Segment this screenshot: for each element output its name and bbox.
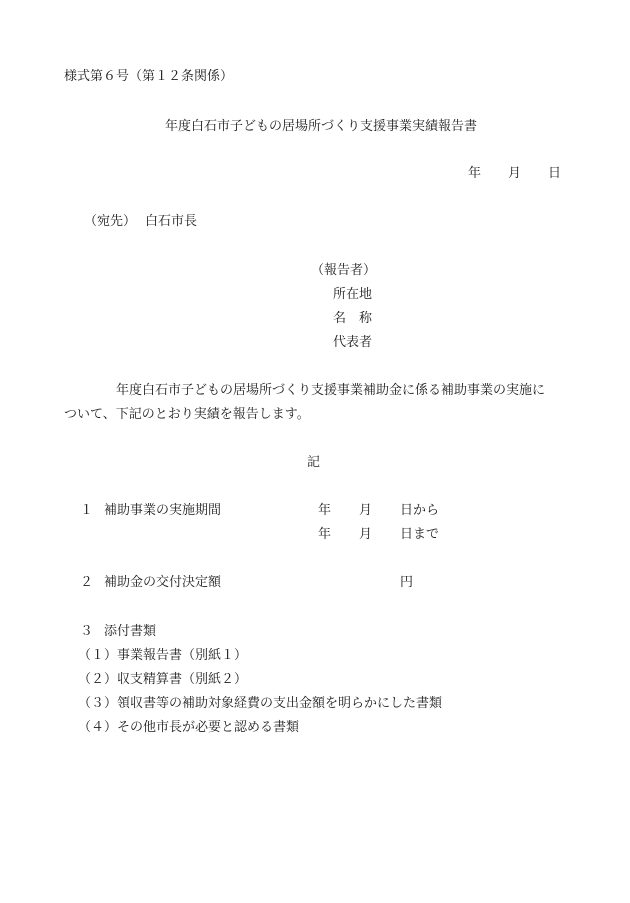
ki-heading: 記: [307, 455, 321, 470]
reporter-name-char-2: 称: [359, 311, 373, 326]
item-attachments-number: ３: [80, 624, 94, 639]
document-title: 年度白石市子どもの居場所づくり支援事業実績報告書: [165, 119, 478, 134]
attachment-item: （３）領収書等の補助対象経費の支出金額を明らかにした書類: [78, 696, 443, 711]
reporter-name-char-1: 名: [333, 311, 347, 326]
addressee-name: 白石市長: [145, 214, 198, 229]
attachment-item: （２）収支精算書（別紙２）: [78, 672, 248, 687]
reporter-address-label: 所在地: [333, 287, 373, 302]
attachment-item: （１）事業報告書（別紙１）: [78, 648, 248, 663]
body-text-line-2: ついて、下記のとおり実績を報告します。: [64, 407, 310, 422]
reporter-label: （報告者）: [311, 263, 377, 278]
period-from-day: 日から: [400, 503, 440, 518]
period-to-year: 年: [318, 527, 332, 542]
form-number: 様式第６号（第１２条関係）: [64, 69, 234, 84]
addressee-label: （宛先）: [84, 214, 137, 229]
item-period-number: １: [80, 503, 94, 518]
attachment-item: （４）その他市長が必要と認める書類: [78, 720, 300, 735]
item-period-label: 補助事業の実施期間: [104, 503, 222, 518]
date-day: 日: [548, 166, 562, 181]
item-attachments-label: 添付書類: [104, 624, 157, 639]
item-amount-label: 補助金の交付決定額: [104, 575, 222, 590]
reporter-representative-label: 代表者: [333, 335, 373, 350]
body-text-line-1: 年度白石市子どもの居場所づくり支援事業補助金に係る補助事業の実施に: [116, 383, 546, 398]
item-amount-unit: 円: [400, 575, 414, 590]
date-month: 月: [508, 166, 522, 181]
period-from-year: 年: [318, 503, 332, 518]
period-to-day: 日まで: [400, 527, 440, 542]
date-year: 年: [468, 166, 482, 181]
item-amount-number: ２: [80, 575, 94, 590]
period-to-month: 月: [359, 527, 373, 542]
period-from-month: 月: [359, 503, 373, 518]
